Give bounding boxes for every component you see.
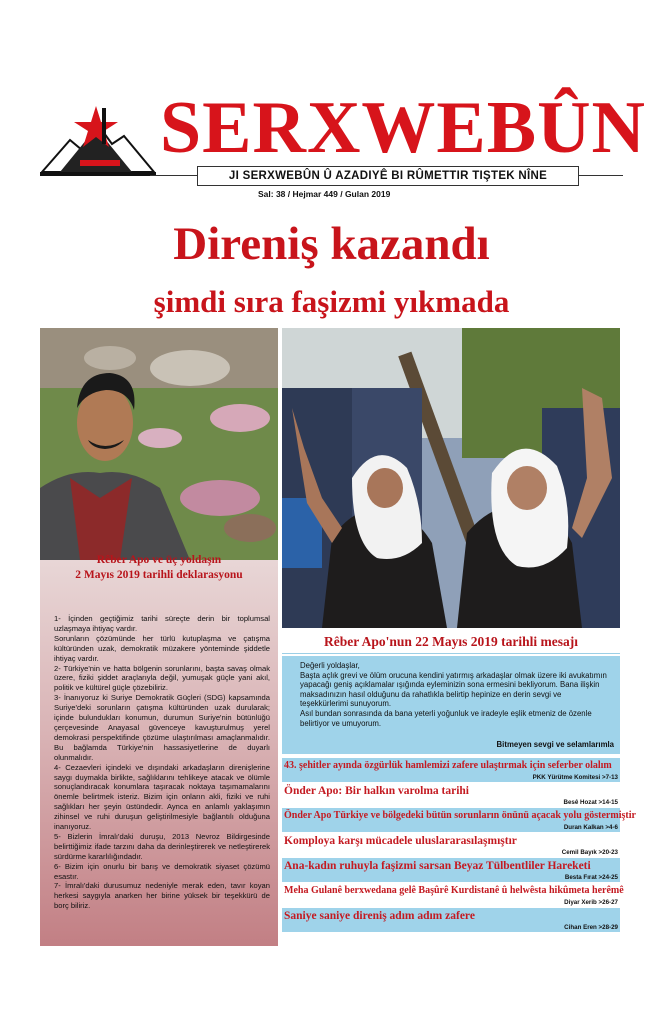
contents-title: Ana-kadın ruhuyla faşizmi sarsan Beyaz Tülbentliler Hareketi: [284, 860, 591, 872]
contents-ref: Diyar Xerib >26-27: [564, 899, 618, 906]
message-paragraph: Asıl bundan sonrasında da bana yeterli yoğunluk ve iradeyle eşlik etmeniz de özenle belirtiyor ve umuyorum.: [300, 708, 592, 728]
contents-list: [282, 758, 636, 933]
message-box: [282, 656, 620, 754]
caption-line-1: Rêber Apo ve üç yoldaşın: [96, 554, 222, 566]
caption-line-2: 2 Mayıs 2019 tarihli deklarasyonu: [75, 569, 243, 581]
declaration-paragraph: Sorunların çözümünde her türlü kutuplaşma ve çatışma kültüründen uzak, demokratik müzakere yönteminde şiddetle ihtiyaç vardır.: [54, 633, 270, 663]
contents-title: Saniye saniye direniş adım adım zafere: [284, 910, 475, 922]
declaration-paragraph: 7- İmralı'daki durusumuz nedeniyle merak eden, tavır koyan herkesi saygıyla anarken her birine yüksek bir teşekkürü de borç biliriz.: [54, 881, 270, 911]
contents-item[interactable]: [282, 858, 620, 882]
protest-photo: [282, 328, 620, 628]
masthead-logo: [40, 100, 156, 180]
contents-title: Önder Apo Türkiye ve bölgedeki bütün sorunların önünü açacak yolu göstermiştir: [284, 810, 636, 821]
declaration-paragraph: 4- Cezaevleri içindeki ve dışındaki arkadaşların direnişlerine saygı duymakla birlikte, sağlıklarını tehlikeye atacak ve ölümle sonuçlandıracak konumlara taşıracak noktaya taşımamalarını önemle belirtmek isteriz. Bizim için onların akli, fiziki ve ruhi sağlıkları her şeyin üstündedir. Aynca en anlamlı yaklaşımın zihinsel ve ruhi duruşun geliştirilmesiyle bağlantılı olduğuna inanıyoruz.: [54, 762, 270, 832]
declaration-paragraph: 5- Bizlerin İmralı'daki duruşu, 2013 Nevroz Bildirgesinde belirttiğimiz ifade tarzını daha da derinleştirerek ve netleştirerek sürdürme kararlılığındadır.: [54, 831, 270, 861]
contents-item[interactable]: [282, 908, 620, 932]
declaration-paragraph: 3- İnanıyoruz ki Suriye Demokratik Güçleri (SDG) kapsamında Suriye'deki sorunların çatışma kültüründen uzak durularak; içinde bulundukları konumun, durumun Suriye'nin bütünlüğü çerçevesinde Anayasal güvenceye kavuşturulmuş yerel demokrasi perspektifinde çözüme ulaştırılması amaçlanmalıdır. Bu bağlamda Türkiye'nin hassasiyetlerine de duyarlı olunmalıdır.: [54, 693, 270, 762]
message-paragraph: Değerli yoldaşlar,: [300, 661, 360, 670]
contents-ref: Besê Hozat >14-15: [563, 799, 618, 806]
contents-title: Komploya karşı mücadele uluslararasılaşmıştır: [284, 835, 517, 847]
contents-ref: Besta Fırat >24-25: [564, 874, 618, 881]
contents-item[interactable]: [282, 833, 620, 857]
contents-item[interactable]: [282, 808, 636, 832]
message-signoff: Bitmeyen sevgi ve selamlarımla: [496, 740, 614, 750]
contents-item[interactable]: [282, 758, 620, 782]
contents-ref: PKK Yürütme Komitesi >7-13: [532, 774, 618, 781]
declaration-caption: [40, 553, 278, 595]
declaration-body: [54, 614, 270, 934]
declaration-paragraph: 2- Türkiye'nin ve hatta bölgenin sorunlarını, başta savaş olmak üzere, fiziki şiddet araçlarıyla değil, yumuşak güçle yani akıl, politik ve kültürel güçle çözebiliriz.: [54, 663, 270, 693]
contents-title: Önder Apo: Bir halkın varolma tarihi: [284, 785, 469, 797]
tagline-rule-left: [150, 175, 197, 176]
contents-item[interactable]: [282, 883, 624, 907]
contents-ref: Duran Kalkan >4-6: [563, 824, 618, 831]
masthead-title: SERXWEBÛN: [160, 87, 646, 169]
issue-info: Sal: 38 / Hejmar 449 / Gulan 2019: [258, 189, 391, 199]
message-paragraph: Başta açlık grevi ve ölüm orucuna kendini yatırmış arkadaşlar olmak üzere iki avukatımın yapacağı geniş açıklamalar ışığında eyleminizin sona ermesini bekliyorum. Bana ilişkin maksadınızın hasıl olduğunu da rahatlıkla belirtip hepinize en derin sevgi ve teşekkürlerimi sunuyorum.: [300, 670, 607, 709]
portrait-photo: [40, 328, 278, 560]
declaration-column: [40, 328, 278, 946]
message-title: Rêber Apo'nun 22 Mayıs 2019 tarihli mesajı: [282, 630, 620, 654]
contents-ref: Cihan Eren >28-29: [564, 924, 618, 931]
tagline-rule-right: [579, 175, 623, 176]
declaration-paragraph: 1- İçinden geçtiğimiz tarihi süreçte derin bir toplumsal uzlaşmaya ihtiyaç vardır.: [54, 614, 270, 633]
main-headline: Direniş kazandı: [173, 218, 490, 270]
contents-item[interactable]: [282, 783, 620, 807]
contents-ref: Cemil Bayık >20-23: [561, 849, 618, 856]
contents-title: 43. şehitler ayında özgürlük hamlemizi zafere ulaştırmak için seferber olalım: [284, 760, 612, 771]
declaration-paragraph: 6- Bizim için onurlu bir barış ve demokratik siyaset çözümü esastır.: [54, 861, 270, 881]
contents-title: Meha Gulanê berxwedana gelê Başûrê Kurdistanê û helwêsta hikûmeta herêmê: [284, 885, 624, 896]
masthead-tagline: JI SERXWEBÛN Û AZADIYÊ BI RÛMETTIR TIŞTEK NÎNE: [197, 166, 579, 186]
sub-headline: şimdi sıra faşizmi yıkmada: [153, 284, 510, 319]
